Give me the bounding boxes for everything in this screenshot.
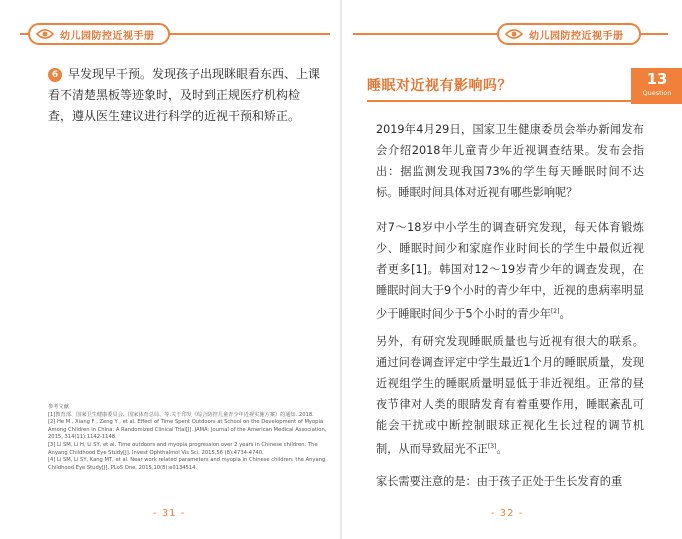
paragraph-2-text: 对7～18岁中小学生的调查研究发现，每天体育锻炼少、睡眠时间少和家庭作业时间长的学生中最似近视者更多[1]。韩国对12～19岁青少年的调查发现，在睡眠时间大于9个小时的青少年中，近视的患病率明显少于睡眠时间少于5个小时的青少年: [376, 221, 644, 321]
page-number: - 32 -: [491, 508, 524, 519]
paragraph-3: [376, 331, 644, 460]
question-word: Question: [642, 89, 672, 97]
paragraph-2: [376, 217, 644, 325]
right-page: [341, 0, 682, 539]
paragraph-1: 2019年4月29日，国家卫生健康委员会举办新闻发布会介绍2018年儿童青少年近视调查结果。发布会指出：据监测发现我国73%的学生每天睡眠时间不达标。睡眠时间具体对近视有哪些影响呢？: [376, 123, 644, 199]
question-number: 13: [646, 70, 668, 88]
header-tag-label: 幼儿园防控近视手册: [60, 30, 155, 42]
header-tag-label: 幼儿园防控近视手册: [529, 30, 624, 42]
paragraph-4: 家长需要注意的是：由于孩子正处于生长发育的重: [376, 475, 623, 488]
question-title-bar: [367, 74, 631, 102]
citation-marker: [2]: [550, 308, 560, 315]
tip-paragraph: [48, 64, 320, 127]
eye-icon: [36, 28, 54, 40]
reference-item: [3] Li SM, Li H, Li SY, et al. Time outdoors and myopia progression over 2 years in Chinese children: The Anyang Childhood Eye Study[J]. Invest Ophthalmol Vis Sci, 2015,56 (8):4734-4740.: [48, 441, 318, 456]
references: [48, 404, 334, 472]
page-number: - 31 -: [153, 508, 186, 519]
reference-item: [1]教育部、国家卫生健康委员会、国家体育总局、等.关于印发《综合防控儿童青少年近视实施方案》的通知. 2018.: [48, 411, 314, 418]
question-badge: [631, 68, 682, 104]
paragraph-3-end: 。: [496, 442, 508, 456]
header-tag: [497, 23, 641, 45]
reference-item: [2] He M , Xiang F , Zeng Y , et al. Effect of Time Spent Outdoors at School on the Development of Myopia Among Children in China: A Randomized Clinical Trial[J]. JAMA: Journal of the American Medical Association, 2015, 314(11):1142-1148.: [48, 419, 327, 441]
tip-text: 早发现早干预。发现孩子出现眯眼看东西、上课看不清楚黑板等迹象时，及时到正规医疗机构检查，遵从医生建议进行科学的近视干预和矫正。: [48, 67, 321, 123]
eye-icon: [505, 28, 523, 40]
citation-marker: [3]: [487, 443, 497, 450]
question-title: 睡眠对近视有影响吗？: [367, 78, 512, 94]
reference-item: [4] Li SM, Li SY, Kang MT, et al. Near work related parameters and myopia in Chinese children: the Anyang Childhood Eye Study[J]. PLoS One, 2015,10(8):e0134514.: [48, 457, 326, 471]
tip-number-badge: 6: [48, 68, 62, 82]
paragraph-3-text: 另外，有研究发现睡眠质量也与近视有很大的联系。通过问卷调查评定中学生最近1个月的睡眠质量，发现近视组学生的睡眠质量明显低于非近视组。正常的昼夜节律对人类的眼睛发育有着重要作用，睡眠紊乱可能会干扰或中断控制眼球正视化生长过程的调节机制，从而导致屈光不正: [376, 335, 644, 456]
paragraph-2-end: 。: [559, 307, 571, 321]
header-tag: [28, 23, 170, 45]
references-title: 参考文献: [48, 404, 69, 410]
